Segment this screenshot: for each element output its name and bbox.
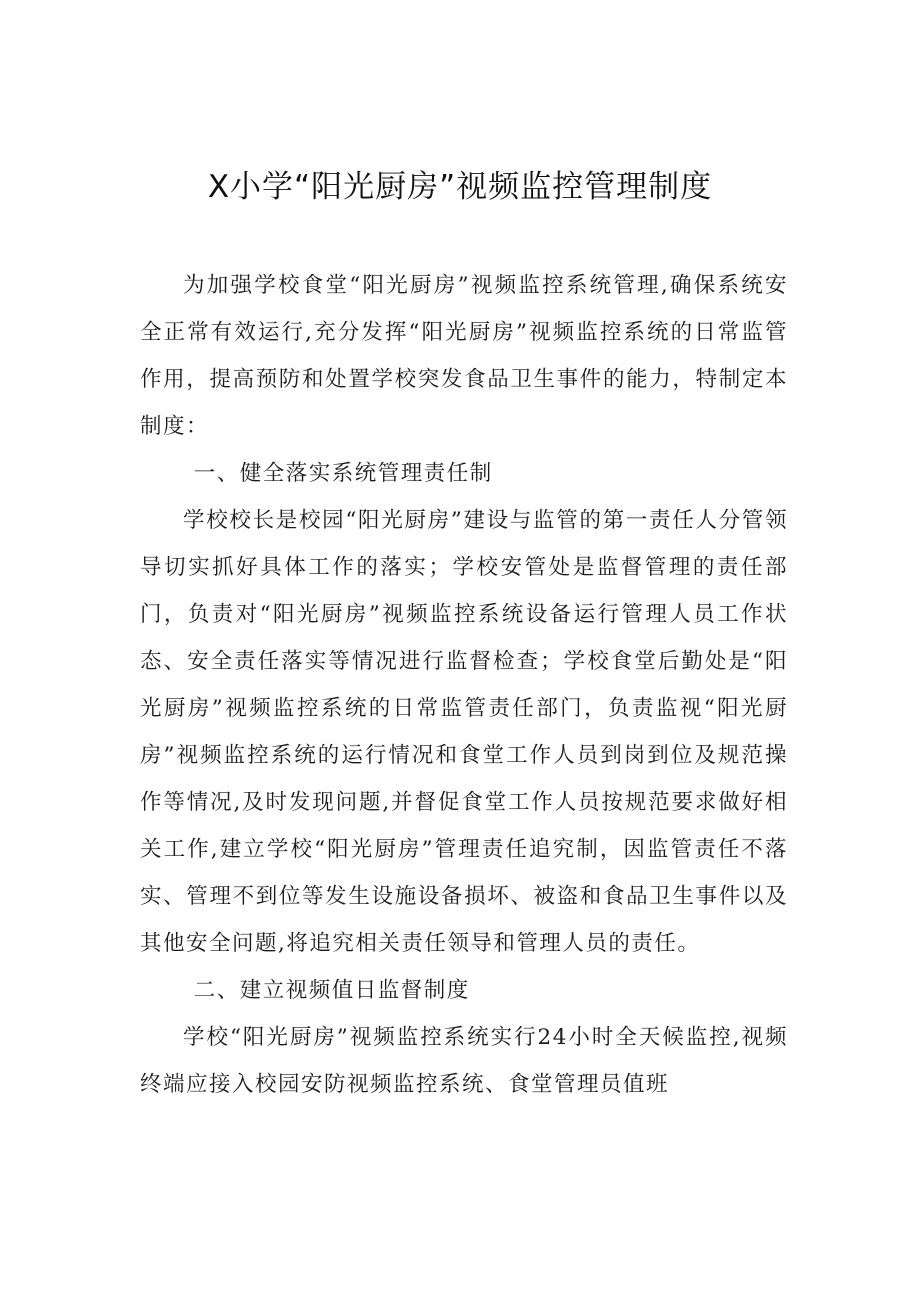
document-body (140, 262, 788, 1108)
document-title: X小学“阳光厨房”视频监控管理制度 (207, 169, 713, 205)
section-2-paragraph: 学校“阳光厨房”视频监控系统实行24小时全天候监控,视频终端应接入校园安防视频监控系统、食堂管理员值班 (140, 1025, 788, 1097)
intro-paragraph: 为加强学校食堂“阳光厨房”视频监控系统管理,确保系统安全正常有效运行,充分发挥“阳光厨房”视频监控系统的日常监管作用，提高预防和处置学校突发食品卫生事件的能力，特制定本制度： (140, 273, 788, 439)
section-1-heading: 一、健全落实系统管理责任制 (193, 461, 493, 486)
section-1-paragraph: 学校校长是校园“阳光厨房”建设与监管的第一责任人分管领导切实抓好具体工作的落实；学校安管处是监督管理的责任部门，负责对“阳光厨房”视频监控系统设备运行管理人员工作状态、安全责任落实等情况进行监督检查；学校食堂后勤处是“阳光厨房”视频监控系统的日常监管责任部门，负责监视“阳光厨房”视频监控系统的运行情况和食堂工作人员到岗到位及规范操作等情况,及时发现问题,并督促食堂工作人员按规范要求做好相关工作,建立学校“阳光厨房”管理责任追究制，因监管责任不落实、管理不到位等发生设施设备损坏、被盗和食品卫生事件以及其他安全问题,将追究相关责任领导和管理人员的责任。 (140, 508, 788, 956)
section-2-heading: 二、建立视频值日监督制度 (193, 978, 470, 1003)
